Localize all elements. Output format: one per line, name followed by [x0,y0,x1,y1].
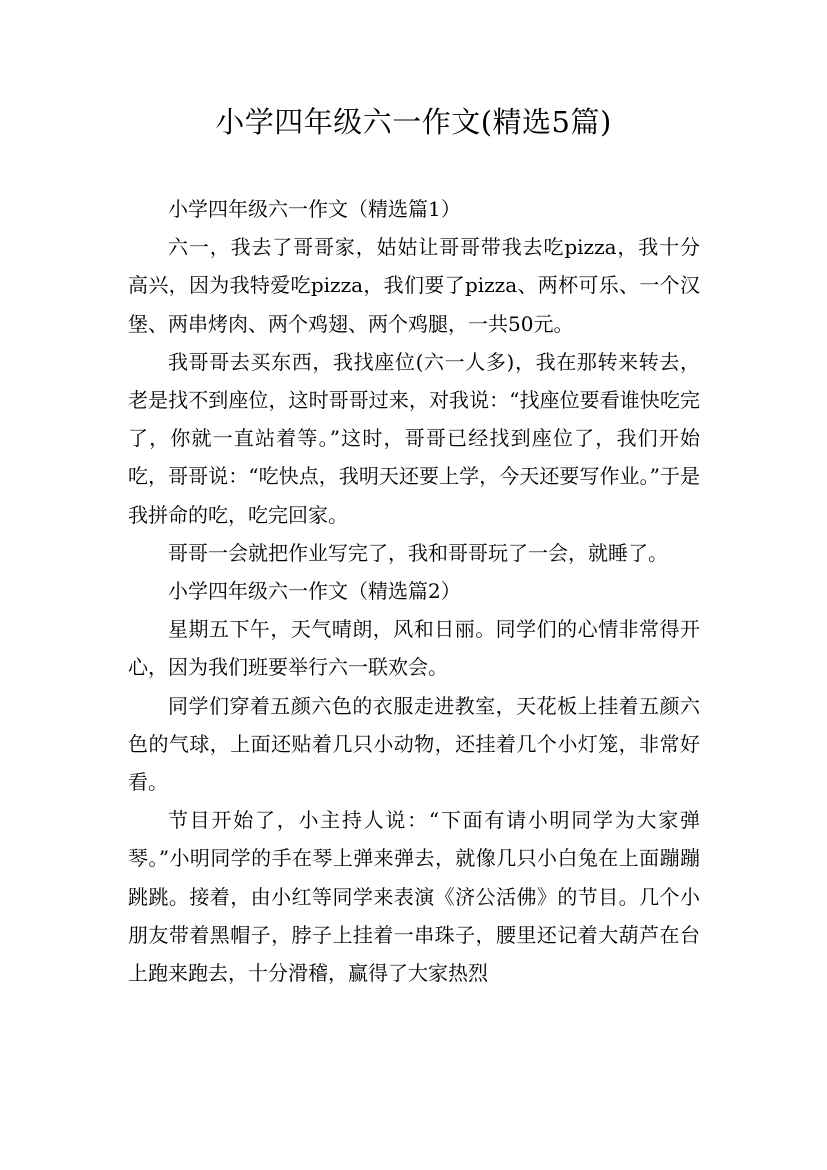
document-body [128,190,700,992]
paragraph: 节目开始了，小主持人说：“下面有请小明同学为大家弹琴。”小明同学的手在琴上弹来弹去，就像几只小白兔在上面蹦蹦跳跳。接着，由小红等同学来表演《济公活佛》的节目。几个小朋友带着黑帽子，脖子上挂着一串珠子，腰里还记着大葫芦在台上跑来跑去，十分滑稽，赢得了大家热烈 [128,808,700,986]
paragraph: 六一，我去了哥哥家，姑姑让哥哥带我去吃pizza，我十分高兴，因为我特爱吃pizza，我们要了pizza、两杯可乐、一个汉堡、两串烤肉、两个鸡翅、两个鸡腿，一共50元。 [128,235,700,336]
section-heading-1: 小学四年级六一作文（精选篇1） [168,197,461,221]
document-title: 小学四年级六一作文(精选5篇) [215,105,612,139]
paragraph: 同学们穿着五颜六色的衣服走进教室，天花板上挂着五颜六色的气球，上面还贴着几只小动物，还挂着几个小灯笼，非常好看。 [128,693,700,795]
section-heading-2: 小学四年级六一作文（精选篇2） [168,579,461,604]
paragraph: 我哥哥去买东西，我找座位(六一人多)，我在那转来转去，老是找不到座位，这时哥哥过来，对我说：“找座位要看谁快吃完了，你就一直站着等。”这时，哥哥已经找到座位了，我们开始吃，哥哥说：“吃快点，我明天还要上学，今天还要写作业。”于是我拼命的吃，吃完回家。 [128,349,700,527]
paragraph: 星期五下午，天气晴朗，风和日丽。同学们的心情非常得开心，因为我们班要举行六一联欢会。 [128,617,700,680]
paragraph: 哥哥一会就把作业写完了，我和哥哥玩了一会，就睡了。 [168,540,668,565]
